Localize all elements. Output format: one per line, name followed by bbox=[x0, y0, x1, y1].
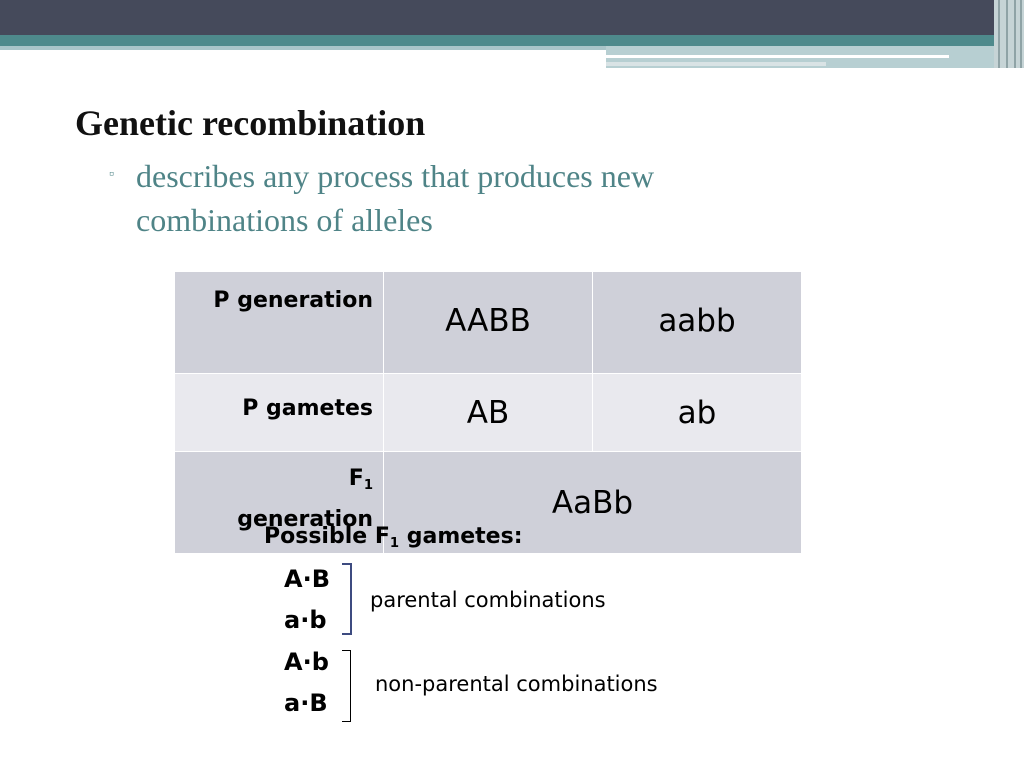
row-header-sub: 1 bbox=[363, 477, 373, 493]
row-header-tail: generation bbox=[237, 506, 373, 532]
header-stripes bbox=[994, 0, 1024, 68]
gamete-item: a·B bbox=[284, 689, 328, 717]
table-cell: AABB bbox=[384, 272, 593, 374]
bullet-marker: ▫ bbox=[109, 165, 114, 181]
table-row bbox=[175, 374, 802, 452]
gametes-label-sub: 1 bbox=[389, 535, 400, 551]
table-cell: AB bbox=[384, 374, 593, 452]
header-line-gray bbox=[606, 62, 826, 66]
genetics-table bbox=[174, 271, 802, 554]
nonparental-bracket bbox=[342, 650, 351, 722]
gametes-label bbox=[264, 524, 523, 551]
table-cell: aabb bbox=[593, 272, 802, 374]
header-line-white bbox=[606, 55, 949, 58]
row-header-main: F bbox=[348, 466, 364, 491]
gamete-item: A·b bbox=[284, 648, 329, 676]
slide-title: Genetic recombination bbox=[75, 103, 426, 143]
nonparental-label: non-parental combinations bbox=[375, 672, 658, 696]
parental-bracket bbox=[342, 563, 352, 635]
table-cell: ab bbox=[593, 374, 802, 452]
table-row bbox=[175, 272, 802, 374]
header-bar-dark bbox=[0, 0, 1024, 35]
row-header: P gametes bbox=[175, 374, 384, 452]
row-header: P generation bbox=[175, 272, 384, 374]
gamete-item: a·b bbox=[284, 606, 327, 634]
bullet-text: describes any process that produces new combinations of alleles bbox=[136, 158, 655, 238]
header-bar-teal bbox=[0, 35, 1005, 46]
parental-label: parental combinations bbox=[370, 588, 606, 612]
gamete-item: A·B bbox=[284, 565, 330, 593]
table-cell: AaBb bbox=[384, 452, 802, 554]
gametes-label-main: Possible F bbox=[264, 524, 390, 549]
gametes-label-tail: gametes: bbox=[399, 524, 523, 549]
header-bar-light bbox=[0, 46, 606, 50]
